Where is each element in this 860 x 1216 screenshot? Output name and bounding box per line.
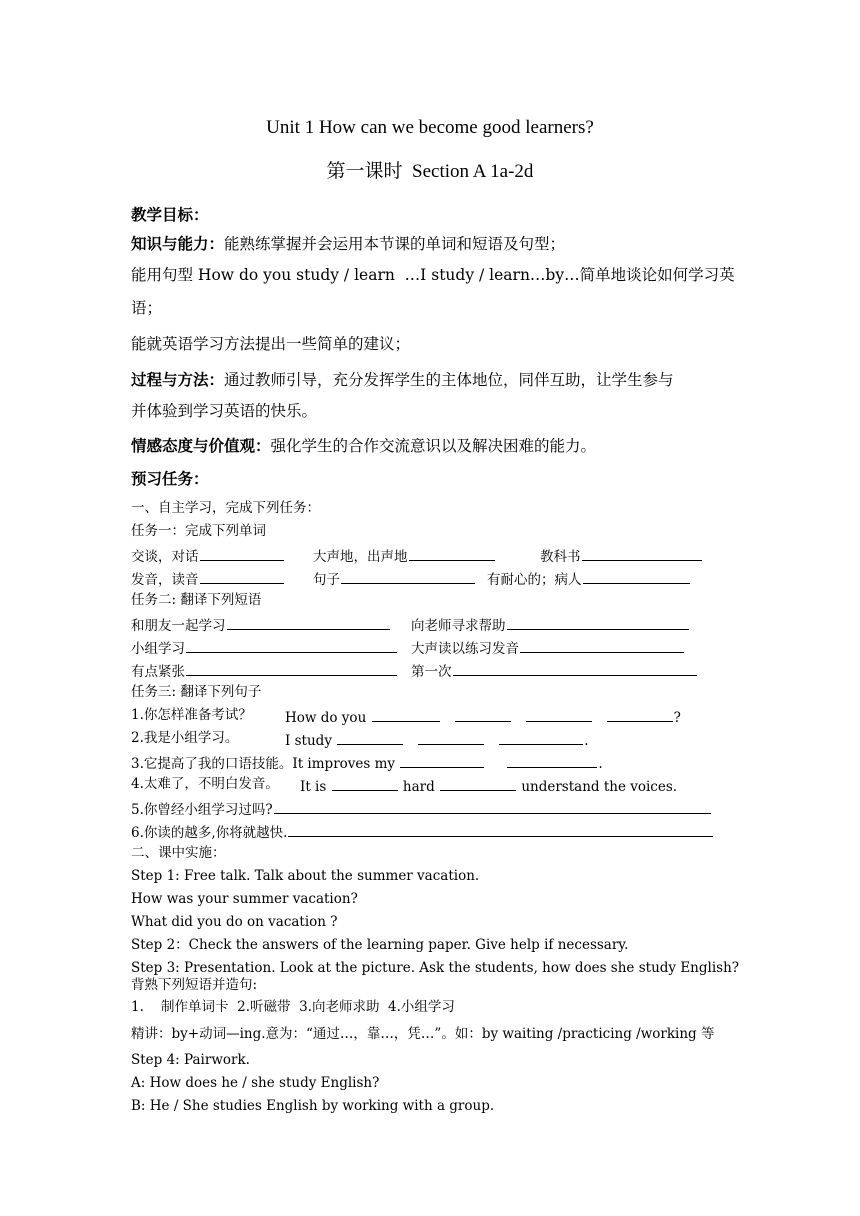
page-subtitle: 第一课时 Section A 1a-2d xyxy=(326,161,534,182)
knowledge-label: 知识与能力： xyxy=(131,234,225,253)
sentence-3 xyxy=(131,755,603,772)
sentence-text: How do you xyxy=(285,710,367,726)
word-item-6 xyxy=(487,571,691,588)
phrase-item-1 xyxy=(131,617,391,634)
phrase-item-3 xyxy=(131,640,398,657)
recite-instruction: 背熟下列短语并造句: xyxy=(131,977,258,993)
task2-heading: 任务二: 翻译下列短语 xyxy=(131,592,262,608)
process-line-2: 并体验到学习英语的快乐。 xyxy=(131,402,318,420)
task1-heading: 任务一：完成下列单词 xyxy=(131,523,266,539)
word-label: 发音，读音 xyxy=(131,572,199,588)
sentence-4-cn: 4.太难了，不明白发音。 xyxy=(131,776,279,792)
word-item-4 xyxy=(131,571,285,588)
answer-blank[interactable] xyxy=(200,571,284,584)
answer-blank[interactable] xyxy=(372,709,440,722)
phrase-list: 1. 制作单词卡 2.听磁带 3.向老师求助 4.小组学习 xyxy=(131,999,455,1015)
answer-blank[interactable] xyxy=(583,571,690,584)
sentence-text: 5.你曾经小组学习过吗? xyxy=(131,802,273,818)
explanation: 精讲：by+动词—ing.意为：“通过…，靠…，凭…”。如：by waiting /practicing /working 等 xyxy=(131,1026,715,1042)
process-line xyxy=(131,372,674,389)
preview-heading: 预习任务： xyxy=(131,469,209,488)
phrase-item-6 xyxy=(411,663,698,680)
sentence-text: 6.你读的越多,你将就越快. xyxy=(131,825,288,841)
answer-blank[interactable] xyxy=(582,548,702,561)
emotion-label: 情感态度与价值观： xyxy=(131,436,271,455)
sentence-6 xyxy=(131,824,714,841)
sentence-4-en xyxy=(300,778,677,795)
word-label: 大声地，出声地 xyxy=(313,549,408,565)
answer-blank[interactable] xyxy=(526,709,592,722)
answer-blank[interactable] xyxy=(440,778,516,791)
phrase-label: 第一次 xyxy=(411,664,452,680)
phrase-item-2 xyxy=(411,617,690,634)
answer-blank[interactable] xyxy=(455,709,511,722)
answer-blank[interactable] xyxy=(409,548,495,561)
question-1: How was your summer vacation? xyxy=(131,891,358,907)
sentence-end: . xyxy=(598,756,603,772)
objective-line-2: 能用句型 How do you study / learn …I study / learn…by…简单地谈论如何学习英 xyxy=(131,266,735,284)
phrase-label: 和朋友一起学习 xyxy=(131,618,226,634)
sentence-end: . xyxy=(584,733,589,749)
knowledge-text: 能熟练掌握并会运用本节课的单词和短语及句型； xyxy=(224,235,566,253)
process-text: 通过教师引导，充分发挥学生的主体地位，同伴互助，让学生参与 xyxy=(224,371,674,389)
answer-blank[interactable] xyxy=(337,732,403,745)
section2-heading: 二、课中实施： xyxy=(131,845,226,861)
answer-blank[interactable] xyxy=(200,548,284,561)
word-label: 教科书 xyxy=(540,549,581,565)
answer-blank[interactable] xyxy=(520,640,684,653)
answer-blank[interactable] xyxy=(227,617,390,630)
question-2: What did you do on vacation ? xyxy=(131,914,338,930)
answer-blank[interactable] xyxy=(186,663,397,676)
answer-blank[interactable] xyxy=(453,663,697,676)
sentence-text: I study xyxy=(285,733,332,749)
objective-line-3: 能就英语学习方法提出一些简单的建议； xyxy=(131,335,411,353)
answer-blank[interactable] xyxy=(288,824,713,837)
word-label: 有耐心的；病人 xyxy=(487,572,582,588)
sentence-2-en xyxy=(285,732,589,749)
phrase-item-4 xyxy=(411,640,685,657)
step-3: Step 3: Presentation. Look at the picture. Ask the students, how does she study English? xyxy=(131,960,740,976)
answer-blank[interactable] xyxy=(499,732,583,745)
answer-blank[interactable] xyxy=(186,640,397,653)
section1-heading: 一、自主学习，完成下列任务： xyxy=(131,500,320,516)
sentence-text: 3.它提高了我的口语技能。It improves my xyxy=(131,756,396,772)
word-item-1 xyxy=(131,548,285,565)
word-item-2 xyxy=(313,548,496,565)
sentence-1-cn: 1.你怎样准备考试？ xyxy=(131,707,252,723)
knowledge-line xyxy=(131,236,565,253)
emotion-text: 强化学生的合作交流意识以及解决困难的能力。 xyxy=(270,437,597,455)
phrase-label: 大声读以练习发音 xyxy=(411,641,519,657)
emotion-line xyxy=(131,438,596,455)
answer-blank[interactable] xyxy=(507,755,597,768)
sentence-1-en xyxy=(285,709,681,726)
sentence-text: It is xyxy=(300,779,327,795)
answer-blank[interactable] xyxy=(507,617,689,630)
sentence-2-cn: 2.我是小组学习。 xyxy=(131,730,239,746)
word-item-5 xyxy=(313,571,476,588)
page-title: Unit 1 How can we become good learners? xyxy=(266,117,594,138)
answer-blank[interactable] xyxy=(400,755,484,768)
dialogue-a: A: How does he / she study English? xyxy=(131,1075,380,1091)
process-label: 过程与方法： xyxy=(131,370,225,389)
step-1: Step 1: Free talk. Talk about the summer vacation. xyxy=(131,868,480,884)
word-label: 交谈，对话 xyxy=(131,549,199,565)
word-item-3 xyxy=(540,548,703,565)
phrase-item-5 xyxy=(131,663,398,680)
sentence-text: hard xyxy=(402,779,435,795)
answer-blank[interactable] xyxy=(274,801,711,814)
objective-line-2b: 语； xyxy=(131,299,163,317)
word-label: 句子 xyxy=(313,572,340,588)
sentence-end: ? xyxy=(673,710,681,726)
answer-blank[interactable] xyxy=(332,778,398,791)
sentence-text: understand the voices. xyxy=(521,779,678,795)
objectives-heading: 教学目标： xyxy=(131,205,209,224)
sentence-5 xyxy=(131,801,712,818)
phrase-label: 小组学习 xyxy=(131,641,185,657)
phrase-label: 有点紧张 xyxy=(131,664,185,680)
phrase-label: 向老师寻求帮助 xyxy=(411,618,506,634)
answer-blank[interactable] xyxy=(607,709,673,722)
dialogue-b: B: He / She studies English by working with a group. xyxy=(131,1098,495,1114)
step-4: Step 4: Pairwork. xyxy=(131,1052,250,1068)
answer-blank[interactable] xyxy=(418,732,484,745)
task3-heading: 任务三: 翻译下列句子 xyxy=(131,684,262,700)
answer-blank[interactable] xyxy=(341,571,475,584)
step-2: Step 2：Check the answers of the learning paper. Give help if necessary. xyxy=(131,937,629,953)
